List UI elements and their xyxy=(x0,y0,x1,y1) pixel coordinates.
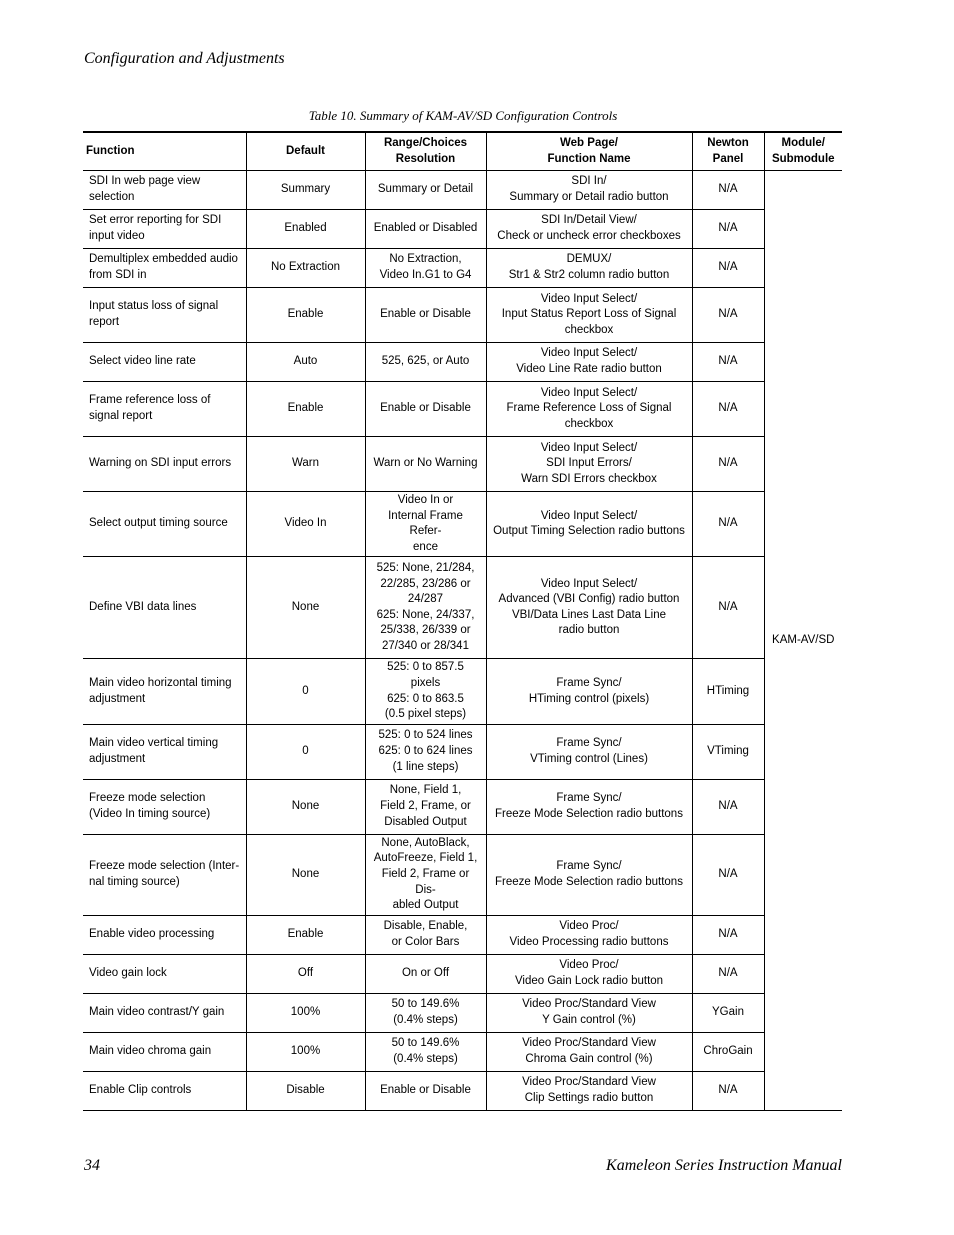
cell-newton-panel: N/A xyxy=(692,915,764,954)
table-row xyxy=(83,382,842,437)
cell-function: Enable Clip controls xyxy=(83,1071,246,1110)
cell-default: Warn xyxy=(246,437,365,492)
cell-default: None xyxy=(246,557,365,659)
table-row xyxy=(83,834,842,915)
cell-function: Define VBI data lines xyxy=(83,557,246,659)
cell-newton-panel: N/A xyxy=(692,343,764,382)
table-header-row xyxy=(83,132,842,171)
col-header-default: Default xyxy=(246,132,365,171)
cell-newton-panel: ChroGain xyxy=(692,1032,764,1071)
cell-function: Main video chroma gain xyxy=(83,1032,246,1071)
table-row xyxy=(83,343,842,382)
col-header-newton-panel: Newton Panel xyxy=(692,132,764,171)
cell-default: Video In xyxy=(246,492,365,557)
cell-web-page: SDI In/ Summary or Detail radio button xyxy=(486,171,692,210)
table-row xyxy=(83,249,842,288)
col-header-module: Module/ Submodule xyxy=(764,132,842,171)
cell-range: Warn or No Warning xyxy=(365,437,486,492)
cell-range: 525, 625, or Auto xyxy=(365,343,486,382)
cell-range: Enabled or Disabled xyxy=(365,210,486,249)
table-row xyxy=(83,993,842,1032)
col-header-web-page: Web Page/ Function Name xyxy=(486,132,692,171)
cell-range: 50 to 149.6% (0.4% steps) xyxy=(365,993,486,1032)
table-row xyxy=(83,288,842,343)
cell-web-page: Video Input Select/ SDI Input Errors/ Warn SDI Errors checkbox xyxy=(486,437,692,492)
cell-default: Auto xyxy=(246,343,365,382)
cell-range: None, Field 1, Field 2, Frame, or Disabled Output xyxy=(365,779,486,834)
col-header-function: Function xyxy=(83,132,246,171)
cell-newton-panel: N/A xyxy=(692,557,764,659)
cell-newton-panel: N/A xyxy=(692,492,764,557)
cell-newton-panel: N/A xyxy=(692,1071,764,1110)
cell-function: Enable video processing xyxy=(83,915,246,954)
cell-range: None, AutoBlack, AutoFreeze, Field 1, Field 2, Frame or Dis- abled Output xyxy=(365,834,486,915)
cell-newton-panel: N/A xyxy=(692,288,764,343)
cell-default: Enable xyxy=(246,382,365,437)
cell-function: Main video contrast/Y gain xyxy=(83,993,246,1032)
col-header-range: Range/Choices Resolution xyxy=(365,132,486,171)
cell-function: Main video horizontal timing adjustment xyxy=(83,659,246,724)
cell-range: 525: 0 to 524 lines 625: 0 to 624 lines (1 line steps) xyxy=(365,724,486,779)
manual-title: Kameleon Series Instruction Manual xyxy=(606,1157,842,1174)
cell-web-page: Video Proc/Standard View Y Gain control (%) xyxy=(486,993,692,1032)
cell-web-page: SDI In/Detail View/ Check or uncheck error checkboxes xyxy=(486,210,692,249)
cell-range: Enable or Disable xyxy=(365,288,486,343)
table-row xyxy=(83,915,842,954)
cell-default: Enable xyxy=(246,288,365,343)
cell-default: Off xyxy=(246,954,365,993)
cell-web-page: Frame Sync/ VTiming control (Lines) xyxy=(486,724,692,779)
cell-default: Enabled xyxy=(246,210,365,249)
cell-default: 100% xyxy=(246,993,365,1032)
table-row xyxy=(83,779,842,834)
table-row xyxy=(83,557,842,659)
cell-range: Summary or Detail xyxy=(365,171,486,210)
cell-newton-panel: N/A xyxy=(692,171,764,210)
cell-function: SDI In web page view selection xyxy=(83,171,246,210)
table-body xyxy=(83,171,842,1111)
cell-function: Warning on SDI input errors xyxy=(83,437,246,492)
cell-web-page: DEMUX/ Str1 & Str2 column radio button xyxy=(486,249,692,288)
cell-web-page: Video Input Select/ Frame Reference Loss of Signal checkbox xyxy=(486,382,692,437)
cell-range: On or Off xyxy=(365,954,486,993)
cell-default: No Extraction xyxy=(246,249,365,288)
cell-web-page: Video Proc/Standard View Chroma Gain control (%) xyxy=(486,1032,692,1071)
cell-default: 100% xyxy=(246,1032,365,1071)
cell-default: Summary xyxy=(246,171,365,210)
cell-default: 0 xyxy=(246,659,365,724)
cell-range: 50 to 149.6% (0.4% steps) xyxy=(365,1032,486,1071)
cell-function: Set error reporting for SDI input video xyxy=(83,210,246,249)
cell-web-page: Video Input Select/ Video Line Rate radio button xyxy=(486,343,692,382)
cell-newton-panel: HTiming xyxy=(692,659,764,724)
cell-newton-panel: N/A xyxy=(692,779,764,834)
cell-web-page: Video Input Select/ Output Timing Selection radio buttons xyxy=(486,492,692,557)
cell-web-page: Video Proc/Standard View Clip Settings radio button xyxy=(486,1071,692,1110)
cell-web-page: Video Input Select/ Advanced (VBI Config) radio button VBI/Data Lines Last Data Line radio button xyxy=(486,557,692,659)
cell-newton-panel: N/A xyxy=(692,437,764,492)
cell-function: Frame reference loss of signal report xyxy=(83,382,246,437)
cell-range: 525: None, 21/284, 22/285, 23/286 or 24/287 625: None, 24/337, 25/338, 26/339 or 27/340 or 28/341 xyxy=(365,557,486,659)
table-row xyxy=(83,1032,842,1071)
table-caption: Table 10. Summary of KAM-AV/SD Configuration Controls xyxy=(308,108,618,123)
cell-function: Freeze mode selection (Video In timing source) xyxy=(83,779,246,834)
table-row xyxy=(83,437,842,492)
cell-newton-panel: N/A xyxy=(692,382,764,437)
cell-default: 0 xyxy=(246,724,365,779)
cell-range: Enable or Disable xyxy=(365,1071,486,1110)
cell-function: Demultiplex embedded audio from SDI in xyxy=(83,249,246,288)
cell-newton-panel: N/A xyxy=(692,954,764,993)
cell-web-page: Frame Sync/ Freeze Mode Selection radio buttons xyxy=(486,834,692,915)
cell-function: Select video line rate xyxy=(83,343,246,382)
cell-function: Freeze mode selection (Inter- nal timing source) xyxy=(83,834,246,915)
cell-default: Disable xyxy=(246,1071,365,1110)
cell-newton-panel: YGain xyxy=(692,993,764,1032)
cell-default: Enable xyxy=(246,915,365,954)
table-row xyxy=(83,954,842,993)
table-row xyxy=(83,1071,842,1110)
cell-web-page: Frame Sync/ Freeze Mode Selection radio buttons xyxy=(486,779,692,834)
table-row xyxy=(83,724,842,779)
cell-default: None xyxy=(246,834,365,915)
table-row xyxy=(83,171,842,210)
cell-range: Disable, Enable, or Color Bars xyxy=(365,915,486,954)
cell-module: KAM-AV/SD xyxy=(764,171,842,1111)
cell-web-page: Video Proc/ Video Gain Lock radio button xyxy=(486,954,692,993)
table-row xyxy=(83,492,842,557)
cell-newton-panel: N/A xyxy=(692,834,764,915)
table-row xyxy=(83,210,842,249)
config-controls-table xyxy=(83,131,842,1111)
page-number: 34 xyxy=(84,1157,100,1174)
cell-newton-panel: N/A xyxy=(692,249,764,288)
cell-web-page: Frame Sync/ HTiming control (pixels) xyxy=(486,659,692,724)
cell-range: No Extraction, Video In.G1 to G4 xyxy=(365,249,486,288)
cell-newton-panel: VTiming xyxy=(692,724,764,779)
cell-range: Video In or Internal Frame Refer- ence xyxy=(365,492,486,557)
cell-function: Video gain lock xyxy=(83,954,246,993)
cell-function: Input status loss of signal report xyxy=(83,288,246,343)
cell-function: Select output timing source xyxy=(83,492,246,557)
cell-newton-panel: N/A xyxy=(692,210,764,249)
cell-web-page: Video Input Select/ Input Status Report Loss of Signal checkbox xyxy=(486,288,692,343)
table-row xyxy=(83,659,842,724)
cell-function: Main video vertical timing adjustment xyxy=(83,724,246,779)
cell-range: Enable or Disable xyxy=(365,382,486,437)
running-head: Configuration and Adjustments xyxy=(84,50,285,67)
cell-web-page: Video Proc/ Video Processing radio buttons xyxy=(486,915,692,954)
cell-default: None xyxy=(246,779,365,834)
cell-range: 525: 0 to 857.5 pixels 625: 0 to 863.5 (0.5 pixel steps) xyxy=(365,659,486,724)
